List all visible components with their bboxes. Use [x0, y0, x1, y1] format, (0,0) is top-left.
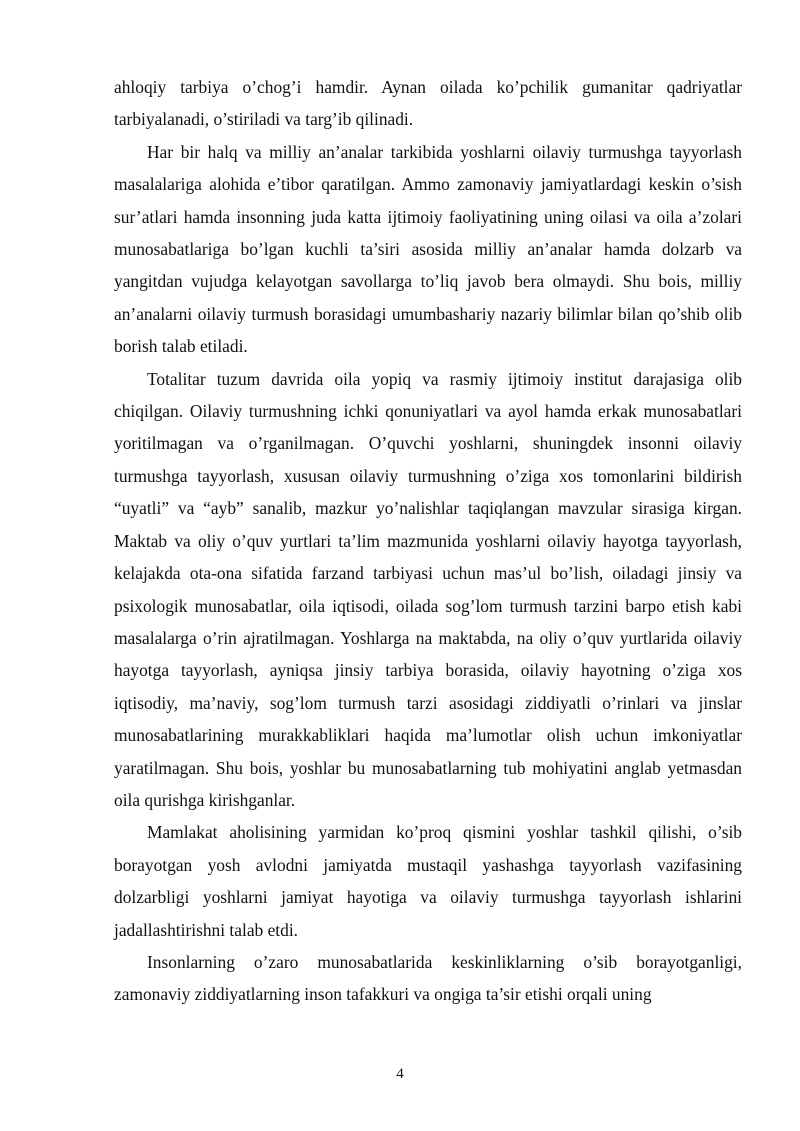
- page-number: 4: [396, 1066, 404, 1082]
- paragraph: Insonlarning o’zaro munosabatlarida keskinliklarning o’sib borayotganligi, zamonaviy ziddiyatlarning inson tafakkuri va ongiga ta’sir etishi orqali uning: [114, 951, 742, 1005]
- paragraph: Har bir halq va milliy an’analar tarkibida yoshlarni oilaviy turmushga tayyorlash masalalariga alohida e’tibor qaratilgan. Ammo zamonaviy jamiyatlardagi keskin o’sish sur’atlari hamda insonning juda katta ijtimoiy faoliyatining uning oilasi va oila a’zolari munosabatlariga bo’lgan kuchli ta’siri asosida milliy an’analar hamda dolzarb va yangitdan vujudga kelayotgan savollarga to’liq javob bera olmaydi. Shu bois, milliy an’analarni oilaviy turmush borasidagi umumbashariy nazariy bilimlar bilan qo’shib olib borish talab etiladi.: [114, 141, 742, 357]
- paragraph: Totalitar tuzum davrida oila yopiq va rasmiy ijtimoiy institut darajasiga olib chiqilgan. Oilaviy turmushning ichki qonuniyatlari va ayol hamda erkak munosabatlari yoritilmagan va o’rganilmagan. O’quvchi yoshlarni, shuningdek insonni oilaviy turmushga tayyorlash, xususan oilaviy turmushning o’ziga xos tomonlarini bildirish “uyatli” va “ayb” sanalib, mazkur yo’nalishlar taqiqlangan mavzular sirasiga kirgan. Maktab va oliy o’quv yurtlari ta’lim mazmunida yoshlarni oilaviy hayotga tayyorlash, kelajakda ota-ona sifatida farzand tarbiyasi uchun mas’ul bo’lish, oiladagi jinsiy va psixologik munosabatlar, oila iqtisodi, oilada sog’lom turmush tarzini barpo etish kabi masalalarga o’rin ajratilmagan. Yoshlarga na maktabda, na oliy o’quv yurtlarida oilaviy hayotga tayyorlash, ayniqsa jinsiy tarbiya borasida, oilaviy hayotning o’ziga xos iqtisodiy, ma’naviy, sog’lom turmush tarzi asosidagi ziddiyatli o’rinlari va jinslar munosabatlarining murakkabliklari haqida ma’lumotlar olish uchun imkoniyatlar yaratilmagan. Shu bois, yoshlar bu munosabatlarning tub mohiyatini anglab yetmasdan oila qurishga kirishganlar.: [114, 368, 742, 810]
- document-body: [114, 71, 742, 1011]
- paragraph: Mamlakat aholisining yarmidan ko’proq qismini yoshlar tashkil qilishi, o’sib borayotgan yosh avlodni jamiyatda mustaqil yashashga tayyorlash vazifasining dolzarbligi yoshlarni jamiyat hayotiga va oilaviy turmushga tayyorlash ishlarini jadallashtirishni talab etdi.: [114, 822, 742, 940]
- paragraph-continuation: ahloqiy tarbiya o’chog’i hamdir. Aynan oilada ko’pchilik gumanitar qadriyatlar tarbiyalanadi, o’stiriladi va targ’ib qilinadi.: [114, 77, 742, 130]
